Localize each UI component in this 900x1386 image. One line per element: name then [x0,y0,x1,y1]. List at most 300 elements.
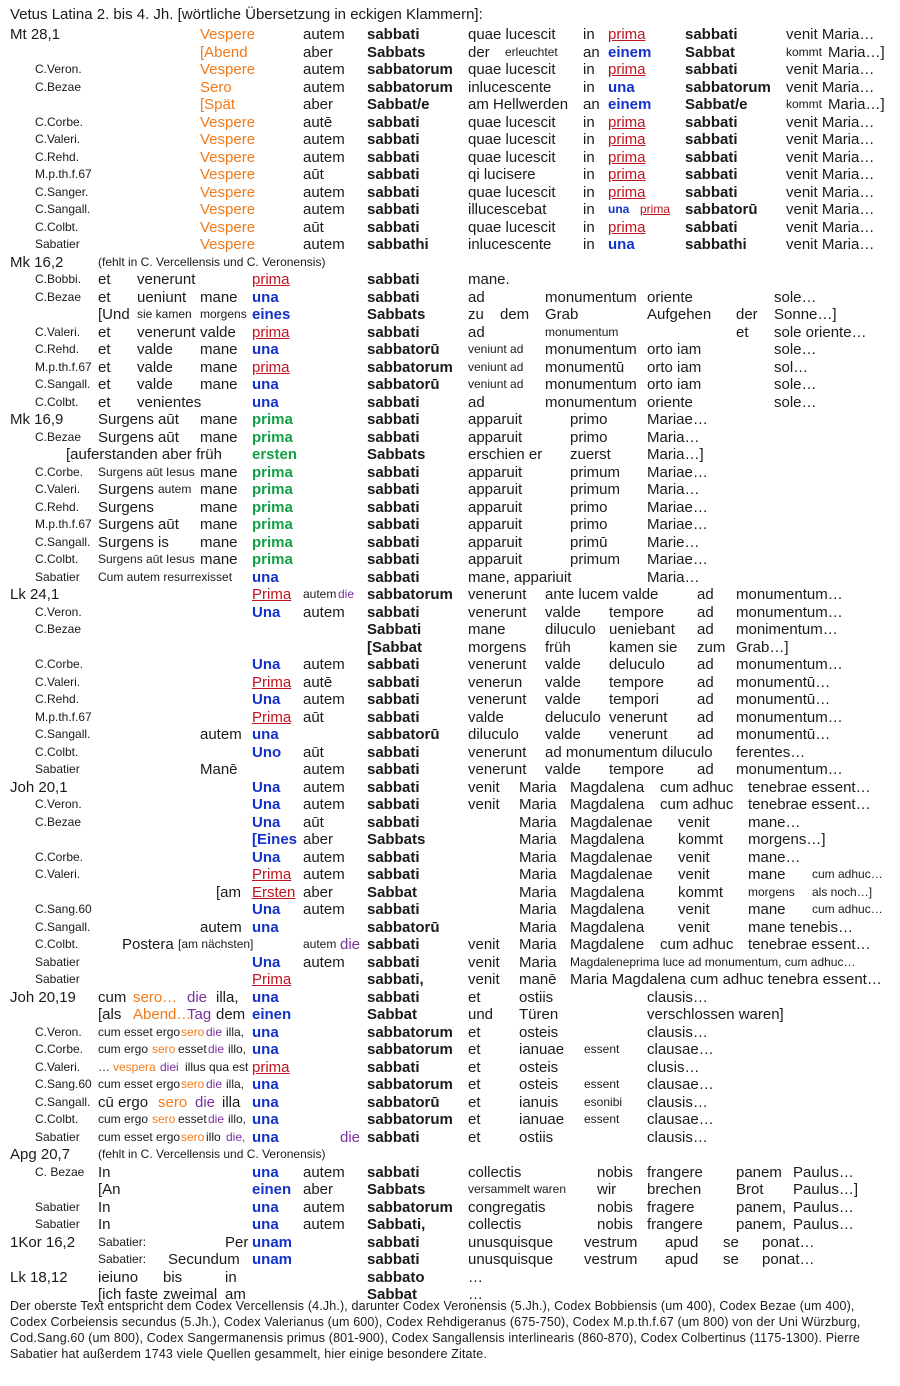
text-cell: in [583,236,595,253]
text-cell: venit Maria… [786,166,875,183]
text-cell: nobis [597,1216,633,1233]
synopsis-row [0,849,900,867]
codex-label: M.p.th.f.67 [35,709,92,724]
synopsis-row [0,569,900,587]
text-cell: ante lucem valde [545,586,659,603]
text-cell: Prima [252,866,292,883]
text-cell: se [723,1251,739,1268]
text-cell: Sabbats [367,306,426,323]
text-cell: monumentum [545,324,619,339]
text-cell: sabbati [367,778,420,796]
text-cell: venerunt [609,726,668,743]
text-cell: Vespere [200,131,256,148]
text-cell: autem [303,61,345,78]
text-cell: morgens [468,638,527,656]
text-cell: panem, [736,1198,787,1216]
text-cell: Surgens aūt Iesus [98,464,195,479]
text-cell: illo, [228,1042,247,1056]
text-cell: ieiuno [98,1268,139,1286]
text-cell: unam [252,1251,293,1268]
text-cell: an [583,96,600,113]
synopsis-row [0,1164,900,1182]
synopsis-row [0,726,900,744]
text-cell: autem [303,148,345,166]
text-cell: vestrum [584,1251,638,1268]
text-cell: autem [303,78,345,96]
text-cell: una [252,1216,279,1233]
text-cell: sero [152,1112,176,1126]
text-cell: sole… [774,393,817,411]
text-cell: illus qua est [185,1059,249,1074]
text-cell: [Eines [252,831,298,848]
text-cell: Maria Magdalena cum adhuc tenebra essent… [570,971,882,988]
synopsis-row [0,551,900,569]
text-cell: Mariae… [647,463,708,481]
text-cell: prima [252,411,293,428]
codex-label: C.Sangall. [35,377,91,391]
text-cell: sero [181,1129,205,1144]
text-cell: Sabbats [367,831,426,848]
text-cell: autem [303,131,345,148]
text-cell: sabbati [367,288,420,306]
text-cell: sole… [774,288,817,306]
synopsis-row [0,79,900,97]
synopsis-row [0,1024,900,1042]
text-cell: die, [226,1129,246,1144]
text-cell: ad [697,621,714,638]
text-cell: Magdalena [570,883,645,901]
codex-label: C.Bezae [35,622,82,636]
text-cell: (fehlt in C. Vercellensis und C. Veronensis) [98,254,326,269]
text-cell: in [583,148,595,166]
text-cell: Sabbats [367,1181,426,1198]
verse-reference: Lk 24,1 [10,586,60,603]
text-cell: sabbatorum [367,1198,453,1216]
text-cell: venerunt [468,603,527,621]
text-cell: clausae… [647,1111,714,1128]
text-cell: In [98,1216,111,1233]
synopsis-row [0,1129,900,1147]
text-cell: Surgens aūt [98,428,179,446]
text-cell: prima [252,498,293,516]
verse-reference: Joh 20,1 [10,778,68,796]
synopsis-row [0,744,900,762]
text-cell: Magdalenae [570,813,653,831]
synopsis-table [0,26,900,1304]
text-cell: venerunt [137,271,196,288]
text-cell: valde [545,673,581,691]
text-cell: venerunt [468,586,527,603]
text-cell: mane [200,288,238,306]
codex-label: C.Sangall. [35,1094,91,1109]
text-cell: venit Maria… [786,131,875,148]
text-cell: prima [252,533,293,551]
text-cell: Mariae… [647,411,708,428]
text-cell: prima [608,218,646,236]
text-cell: Surgens aūt [98,411,179,428]
text-cell: Prima [252,971,292,988]
text-cell: primo [570,498,608,516]
text-cell: prima [608,131,646,148]
text-cell: mane, appariuit [468,568,572,586]
text-cell: monumentū… [736,673,831,691]
text-cell: die [187,988,208,1006]
text-cell: [Und [98,306,130,323]
codex-label: M.p.th.f.67 [35,167,92,181]
text-cell: prima [252,516,293,533]
synopsis-row [0,604,900,622]
text-cell: orto iam [647,358,702,376]
text-cell: sabbati [367,428,420,446]
text-cell: illa, [216,988,239,1006]
codex-label: C.Corbe. [35,464,84,479]
text-cell: sabbati [367,743,420,761]
text-cell: mane. [468,271,510,288]
text-cell: sabbati [367,691,420,708]
text-cell: sole… [774,376,817,393]
text-cell: in [583,218,595,236]
text-cell: illucescebat [468,201,547,218]
text-cell: ad [697,603,714,621]
text-cell: monumentum… [736,708,843,726]
text-cell: mane… [748,813,801,831]
text-cell: einem [608,43,652,61]
synopsis-row [0,656,900,674]
text-cell: clausis… [647,1023,708,1041]
text-cell: una [252,288,279,306]
text-cell: primum [570,463,621,481]
text-cell: venit Maria… [786,26,875,43]
text-cell: valde [200,323,236,341]
codex-label: C.Sanger. [35,184,89,199]
text-cell: [ich faste [98,1286,159,1303]
text-cell: ad [697,656,714,673]
text-cell: illa, [226,1024,245,1039]
text-cell: dem [500,306,530,323]
text-cell: apparuit [468,481,523,498]
synopsis-row [0,499,900,517]
text-cell: una [252,1128,279,1146]
text-cell: sero [152,1042,176,1056]
text-cell: una [252,1198,279,1216]
synopsis-row [0,709,900,727]
text-cell: sole oriente… [774,323,867,341]
synopsis-row [0,341,900,359]
text-cell: autem [303,1163,345,1181]
text-cell: quae lucescit [468,26,556,43]
synopsis-row [0,1269,900,1287]
text-cell: sabbati [367,988,420,1006]
text-cell: Maria…] [828,96,885,113]
text-cell: et [736,323,749,341]
text-cell: mane [468,621,506,638]
text-cell: panem, [736,1216,787,1233]
codex-label: C.Bobbi. [35,272,82,286]
text-cell: essent [584,1042,620,1056]
text-cell: valde [545,726,581,743]
text-cell: venit [678,848,710,866]
text-cell: Paulus… [793,1216,854,1233]
text-cell: die [206,1024,223,1039]
text-cell: der [468,43,490,61]
text-cell: zuerst [570,446,611,463]
text-cell: venit Maria… [786,61,875,78]
text-cell: venit [678,901,710,918]
text-cell: sabbati [367,866,420,883]
text-cell: venerunt [609,708,668,726]
synopsis-row [0,271,900,289]
text-cell: autem [200,918,242,936]
text-cell: venerunt [468,761,527,778]
codex-label: C.Veron. [35,62,82,76]
text-cell: ponat… [762,1233,815,1251]
text-cell: primo [570,411,608,428]
text-cell: Postera [122,936,174,953]
text-cell: Maria… [647,481,700,498]
text-cell: apparuit [468,428,523,446]
text-cell: Mariae… [647,551,708,568]
text-cell: ad [468,288,485,306]
text-cell: Brot [736,1181,764,1198]
text-cell: Sonne…] [774,306,837,323]
verse-reference: Mk 16,2 [10,253,64,271]
text-cell: aūt [303,708,324,726]
synopsis-row [0,61,900,79]
text-cell: Maria [519,936,557,953]
codex-label: Sabatier [35,762,80,776]
text-cell: unusquisque [468,1251,554,1268]
text-cell: Una [252,796,281,813]
text-cell: autem [303,1198,345,1216]
text-cell: aber [303,1181,334,1198]
text-cell: Magdalenae [570,866,653,883]
text-cell: apparuit [468,463,523,481]
text-cell: una [252,1041,279,1058]
text-cell: Maria…] [647,446,704,463]
text-cell: valde [137,376,173,393]
text-cell: [als [98,1006,122,1023]
text-cell: Vespere [200,61,256,78]
text-cell: deluculo [545,708,601,726]
text-cell: Magdalena [570,778,645,796]
text-cell: prima [608,183,646,201]
text-cell: Grab [545,306,579,323]
text-cell: (fehlt in C. Vercellensis und C. Veronensis) [98,1147,326,1161]
text-cell: apparuit [468,533,523,551]
text-cell: Türen [519,1006,559,1023]
text-cell: [am nächsten] [178,937,254,951]
codex-label: C.Colbt. [35,394,79,409]
text-cell: primo [570,428,608,446]
text-cell: Uno [252,743,282,761]
text-cell: Sabbats [367,43,426,61]
codex-label: C.Colbt. [35,1112,79,1126]
codex-label: C.Sang.60 [35,902,92,916]
text-cell: autem [303,183,345,201]
text-cell: venit Maria… [786,218,875,236]
text-cell: prima [252,463,293,481]
text-cell: eines [252,306,291,323]
verse-reference: Apg 20,7 [10,1146,71,1163]
text-cell: sabbatorum [367,61,453,78]
footer-note: Der oberste Text entspricht dem Codex Vercellensis (4.Jh.), darunter Codex Veronensis (5.Jh.), Codex Bobbiensis (um 400), Codex Bezae (um 400), Codex Corbeiensis secundus (5.Jh.), Codex Valerianus (um 600), Codex Rehdigeranus (675-750), Codex M.p.th.f.67 (um 800) von der Uni Würzburg, Cod.Sang.60 (um 800), Codex Sangermanensis primus (801-900), Codex Sangallensis interlinearis (860-870), Codex Colbertinus (1175-1300). Pierre Sabatier hat außerdem 1743 viele Quellen gesammelt, hier einige besondere Zitate. [10,1299,861,1361]
text-cell: sabbati [367,1251,420,1268]
text-cell: venit Maria… [786,78,875,96]
text-cell: Surgens [98,498,154,516]
text-cell: prima [608,26,646,43]
text-cell: quae lucescit [468,113,556,131]
text-cell: Secundum [168,1251,240,1268]
synopsis-row [0,1181,900,1199]
text-cell: clausae… [647,1076,714,1093]
text-cell: aber [303,831,334,848]
text-cell: Una [252,778,281,796]
text-cell: orto iam [647,376,702,393]
text-cell: Sabbat/e [685,96,748,113]
text-cell: nobis [597,1163,633,1181]
text-cell: essent [584,1077,620,1091]
text-cell: prima [252,551,293,568]
text-cell: autem [303,1216,345,1233]
text-cell: mane [200,551,238,568]
text-cell: sabbati [685,166,738,183]
text-cell: venit Maria… [786,113,875,131]
text-cell: venit [468,796,500,813]
text-cell: [am [216,883,242,901]
synopsis-row [0,131,900,149]
text-cell: tempori [609,691,660,708]
text-cell: sabbatorū [367,918,440,936]
text-cell: autem [303,761,345,778]
text-cell: früh [545,638,571,656]
text-cell: Una [252,691,281,708]
synopsis-row [0,184,900,202]
text-cell: sabbati [367,1233,420,1251]
codex-label: C.Colbt. [35,219,79,234]
text-cell: orto iam [647,341,702,358]
synopsis-row [0,306,900,324]
text-cell: clausis… [647,1093,708,1111]
codex-label: C.Bezae [35,429,82,444]
text-cell: autem [303,848,345,866]
synopsis-row [0,429,900,447]
synopsis-row [0,831,900,849]
text-cell: autem [303,587,337,601]
text-cell: ad [697,673,714,691]
text-cell: Sabatier: [98,1252,147,1266]
text-cell: venit [678,918,710,936]
synopsis-row [0,394,900,412]
text-cell: venit Maria… [786,236,875,253]
codex-label: C.Sangall. [35,534,91,549]
text-cell: ad [468,323,485,341]
codex-label: C.Sangall. [35,727,91,741]
text-cell: collectis [468,1163,522,1181]
text-cell: et [468,1023,481,1041]
text-cell: sabbati [685,183,738,201]
text-cell: una [252,726,279,743]
synopsis-row [0,44,900,62]
text-cell: et [98,288,111,306]
text-cell: ersten [252,446,298,463]
text-cell: … [468,1268,483,1286]
text-cell: una [252,1076,279,1093]
text-cell: una [252,1023,279,1041]
text-cell: in [583,61,595,78]
text-cell: sabbathi [367,236,429,253]
text-cell: monumentum… [736,656,843,673]
codex-label: Sabatier [35,1129,80,1144]
text-cell: sabbati [367,936,420,953]
synopsis-row [0,674,900,692]
text-cell: sabbati, [367,971,424,988]
text-cell: sabbati [685,61,738,78]
text-cell: venit [468,971,500,988]
text-cell: Paulus… [793,1163,854,1181]
text-cell: prima [608,113,646,131]
codex-label: C.Rehd. [35,499,80,514]
text-cell: sabbati [367,113,420,131]
text-cell: monumentum [545,376,637,393]
text-cell: In [98,1163,111,1181]
text-cell: am Hellwerden [468,96,569,113]
text-cell: cum esset ergo [98,1024,181,1039]
text-cell: cum esset ergo [98,1077,181,1091]
text-cell: versammelt waren [468,1182,567,1196]
text-cell: [Abend [200,43,248,61]
text-cell: ostiis [519,1128,554,1146]
text-cell: monumentū… [736,726,831,743]
text-cell: frangere [647,1163,703,1181]
text-cell: [Sabbat [367,638,423,656]
text-cell: [An [98,1181,121,1198]
text-cell: ad [697,586,714,603]
text-cell: quae lucescit [468,183,556,201]
text-cell: fragere [647,1198,695,1216]
text-cell: Surgens aūt [98,516,179,533]
text-cell: sabbati [367,533,420,551]
text-cell: Surgens aūt Iesus [98,552,195,566]
synopsis-row [0,1146,900,1164]
text-cell: zum [697,638,726,656]
text-cell: autem [303,796,345,813]
text-cell: Sabbat/e [367,96,430,113]
text-cell: Vespere [200,148,256,166]
codex-label: Sabatier [35,1217,80,1231]
text-cell: venit [468,953,500,971]
text-cell: morgens…] [748,831,826,848]
text-cell: autem [200,726,242,743]
text-cell: veniunt ad [468,342,524,356]
text-cell: wir [597,1181,617,1198]
codex-label: C.Rehd. [35,149,80,164]
text-cell: Per [225,1233,249,1251]
text-cell: sabbatorū [367,376,440,393]
text-cell: venit Maria… [786,201,875,218]
text-cell: sole… [774,341,817,358]
codex-label: C.Veron. [35,1024,82,1039]
synopsis-row [0,1094,900,1112]
synopsis-row [0,1111,900,1129]
text-cell: sabbati [367,411,420,428]
text-cell: et [468,1041,481,1058]
synopsis-row [0,446,900,464]
synopsis-row [0,149,900,167]
text-cell: una [252,988,279,1006]
text-cell: Maria…] [828,43,885,61]
codex-label: C.Corbe. [35,657,84,671]
text-cell: esset [178,1042,207,1056]
